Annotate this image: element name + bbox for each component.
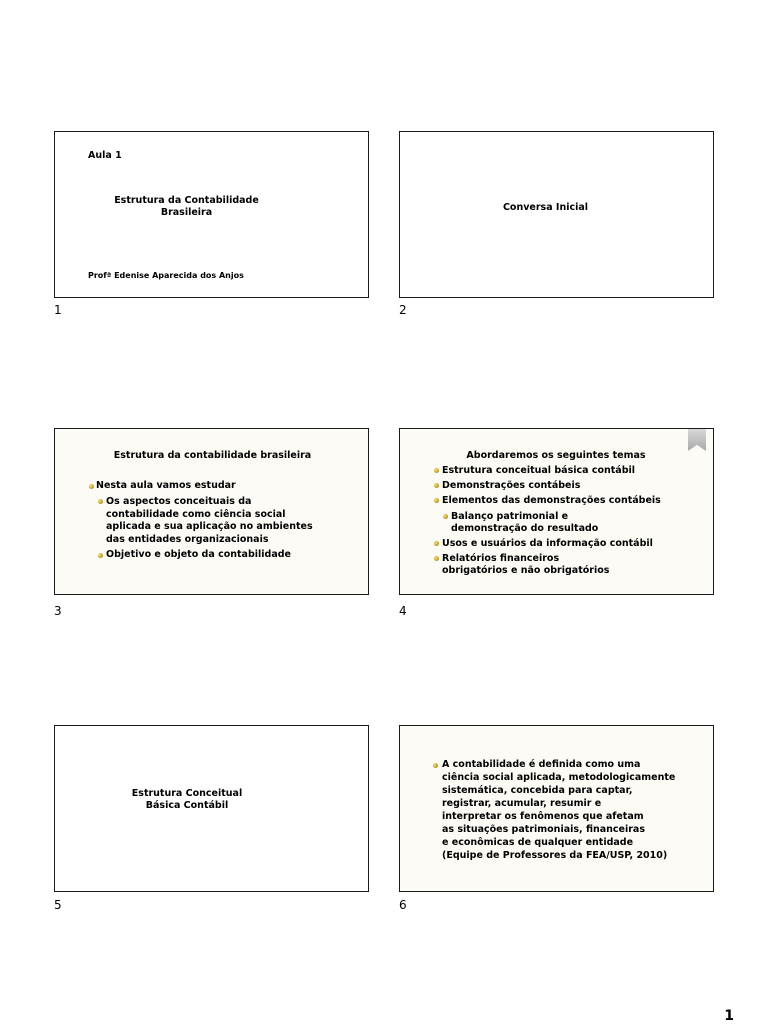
slide-3-title: Estrutura da contabilidade brasileira	[113, 450, 312, 461]
slide-4-item-4: Usos e usuários da informação contábil	[442, 538, 653, 549]
bullet-icon	[443, 514, 448, 519]
slide-1-title-line1: Estrutura da Contabilidade	[114, 195, 259, 206]
slide-5	[54, 725, 369, 892]
slide-4-item-5-line-2: obrigatórios e não obrigatórios	[442, 565, 610, 576]
slide-5-title-line2: Básica Contábil	[145, 800, 229, 811]
bullet-icon	[89, 484, 94, 489]
slide-1-kicker: Aula 1	[88, 150, 122, 161]
slide-2-number: 2	[399, 303, 407, 317]
slide-3-bullet-2-line-4: das entidades organizacionais	[106, 533, 269, 545]
slide-6-line-8: (Equipe de Professores da FEA/USP, 2010)	[442, 850, 668, 861]
slide-6-number: 6	[399, 898, 407, 912]
slide-3-number: 3	[54, 604, 62, 618]
bullet-icon	[98, 553, 103, 558]
slide-3	[54, 428, 369, 595]
slide-5-title	[55, 788, 319, 812]
bookmark-ribbon-icon	[688, 429, 706, 451]
slide-4-item-3: Elementos das demonstrações contábeis	[442, 495, 661, 506]
slide-3-bullet-2-line-3: aplicada e sua aplicação no ambientes	[106, 521, 313, 532]
slide-4-subitem-line-1: Balanço patrimonial e	[451, 511, 569, 522]
bullet-icon	[434, 498, 439, 503]
slide-1-author: Profª Edenise Aparecida dos Anjos	[88, 271, 244, 280]
slide-4	[399, 428, 714, 595]
slide-6-line-7: e econômicas de qualquer entidade	[442, 837, 634, 848]
bullet-icon	[98, 499, 103, 504]
slide-4-number: 4	[399, 604, 407, 618]
slide-2-title: Conversa Inicial	[502, 202, 589, 213]
slide-3-bullet-2-line-1: Os aspectos conceituais da	[106, 496, 252, 507]
slide-4-item-5-line-1: Relatórios financeiros	[442, 553, 560, 564]
bullet-icon	[433, 763, 438, 768]
page-number: 1	[724, 1008, 734, 1024]
slide-3-bullet-1: Nesta aula vamos estudar	[96, 480, 236, 491]
slide-4-title: Abordaremos os seguintes temas	[466, 450, 646, 461]
slide-3-bullet-3: Objetivo e objeto da contabilidade	[106, 549, 291, 560]
slide-1	[54, 131, 369, 298]
slide-2	[399, 131, 714, 298]
slide-6	[399, 725, 714, 892]
slide-6-line-2: ciência social aplicada, metodologicamente	[442, 772, 676, 783]
slide-3-bullet-2-line-2: contabilidade como ciência social	[106, 508, 286, 520]
slide-4-subitem-line-2: demonstração do resultado	[451, 523, 599, 534]
slide-4-item-1: Estrutura conceitual básica contábil	[442, 465, 636, 476]
slide-4-item-2: Demonstrações contábeis	[442, 480, 581, 491]
slide-6-line-3: sistemática, concebida para captar,	[442, 785, 633, 796]
slide-1-number: 1	[54, 303, 62, 317]
bullet-icon	[434, 541, 439, 546]
slide-5-number: 5	[54, 898, 62, 912]
bullet-icon	[434, 556, 439, 561]
slide-1-title	[55, 195, 318, 219]
slide-6-line-6: as situações patrimoniais, financeiras	[442, 824, 645, 835]
slide-6-line-1: A contabilidade é definida como uma	[442, 759, 641, 770]
bullet-icon	[434, 468, 439, 473]
slide-6-line-5: interpretar os fenômenos que afetam	[442, 811, 644, 822]
slide-5-title-line1: Estrutura Conceitual	[131, 788, 243, 799]
slide-6-line-4: registrar, acumular, resumir e	[442, 798, 602, 809]
slide-1-title-line2: Brasileira	[160, 207, 213, 218]
bullet-icon	[434, 483, 439, 488]
